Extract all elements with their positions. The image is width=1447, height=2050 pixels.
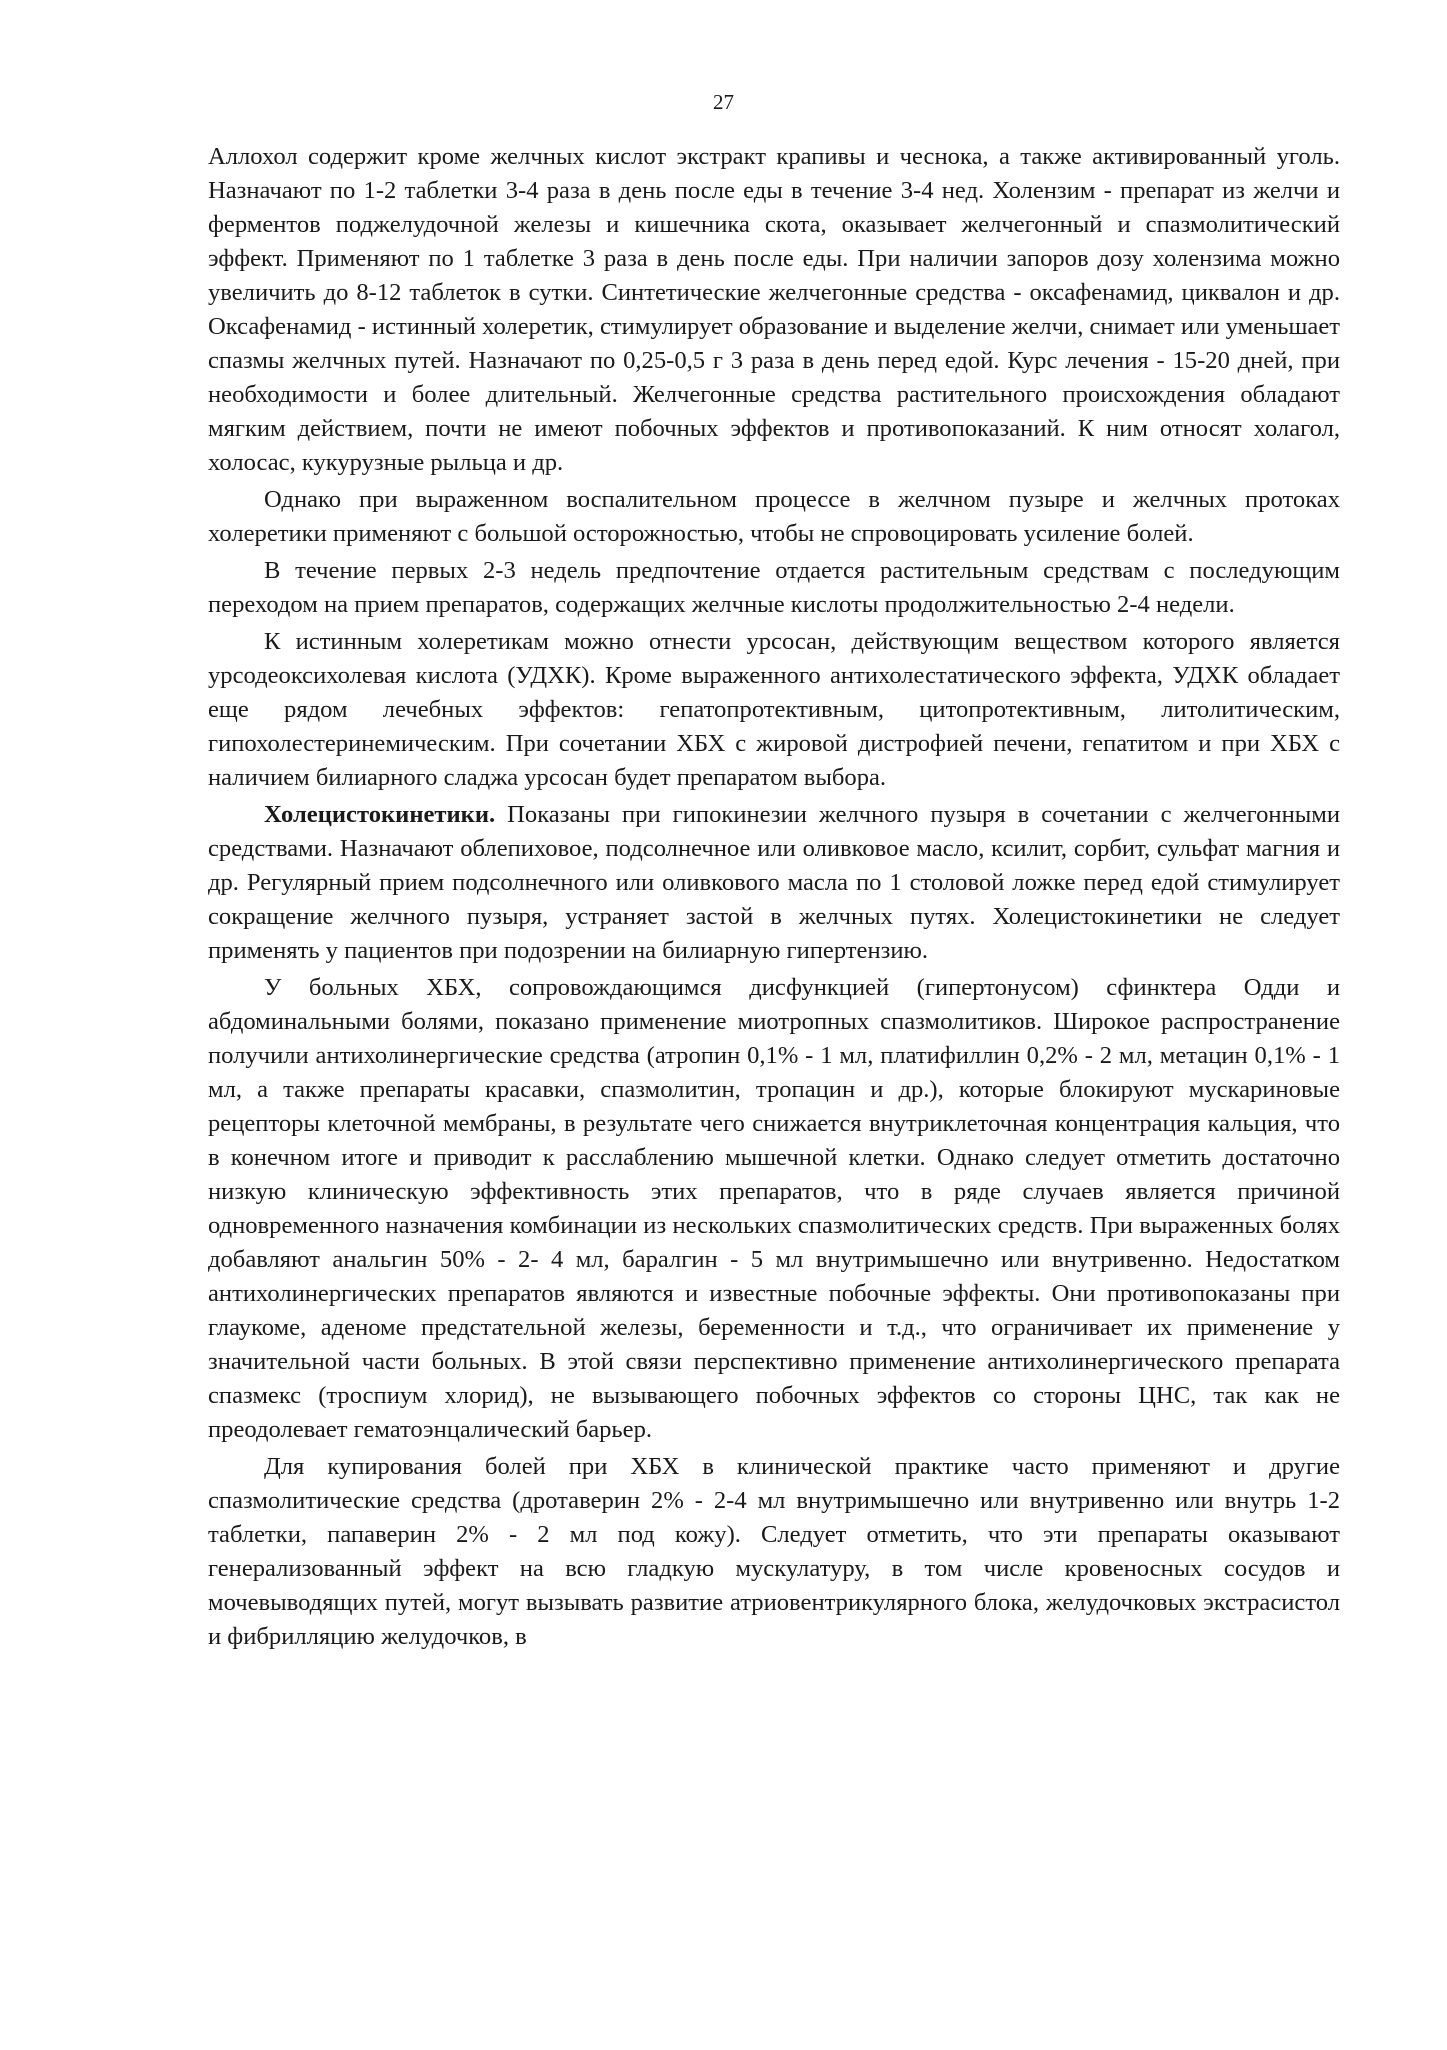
paragraph-7: Для купирования болей при ХБХ в клинической практике часто применяют и другие спазмолитические средства (дротаверин 2% - 2-4 мл внутримышечно или внутривенно или внутрь 1-2 таблетки, папаверин 2% - 2 мл под кожу). Следует отметить, что эти препараты оказывают генерализованный эффект на всю гладкую мускулатуру, в том числе кровеносных сосудов и мочевыводящих путей, могут вызывать развитие атриовентрикулярного блока, желудочковых экстрасистол и фибрилляцию желудочков, в xyxy=(208,1453,1340,1650)
paragraph-1: Аллохол содержит кроме желчных кислот экстракт крапивы и чеснока, а также активированный уголь. Назначают по 1-2 таблетки 3-4 раза в день после еды в течение 3-4 нед. Холензим - препарат из желчи и ферментов поджелудочной железы и кишечника скота, оказывает желчегонный и спазмолитический эффект. Применяют по 1 таблетке 3 раза в день после еды. При наличии запоров дозу холензима можно увеличить до 8-12 таблеток в сутки. Синтетические желчегонные средства - оксафенамид, циквалон и др. Оксафенамид - истинный холеретик, стимулирует образование и выделение желчи, снимает или уменьшает спазмы желчных путей. Назначают по 0,25-0,5 г 3 раза в день перед едой. Курс лечения - 15-20 дней, при необходимости и более длительный. Желчегонные средства растительного происхождения обладают мягким действием, почти не имеют побочных эффектов и противопоказаний. К ним относят холагол, холосас, кукурузные рыльца и др. xyxy=(208,143,1340,476)
paragraph-2: Однако при выраженном воспалительном процессе в желчном пузыре и желчных протоках холеретики применяют с большой осторожностью, чтобы не спровоцировать усиление болей. xyxy=(208,486,1340,547)
paragraph-5 xyxy=(208,798,1340,968)
page-number: 27 xyxy=(713,90,734,114)
text-body xyxy=(208,140,1340,1654)
paragraph-3: В течение первых 2-3 недель предпочтение отдается растительным средствам с последующим переходом на прием препаратов, содержащих желчные кислоты продолжительностью 2-4 недели. xyxy=(208,557,1340,618)
paragraph-6: У больных ХБХ, сопровождающимся дисфункцией (гипертонусом) сфинктера Одди и абдоминальными болями, показано применение миотропных спазмолитиков. Широкое распространение получили антихолинергические средства (атропин 0,1% - 1 мл, платифиллин 0,2% - 2 мл, метацин 0,1% - 1 мл, а также препараты красавки, спазмолитин, тропацин и др.), которые блокируют мускариновые рецепторы клеточной мембраны, в результате чего снижается внутриклеточная концентрация кальция, что в конечном итоге и приводит к расслаблению мышечной клетки. Однако следует отметить достаточно низкую клиническую эффективность этих препаратов, что в ряде случаев является причиной одновременного назначения комбинации из нескольких спазмолитических средств. При выраженных болях добавляют анальгин 50% - 2- 4 мл, баралгин - 5 мл внутримышечно или внутривенно. Недостатком антихолинергических препаратов являются и известные побочные эффекты. Они противопоказаны при глаукоме, аденоме предстательной железы, беременности и т.д., что ограничивает их применение у значительной части больных. В этой связи перспективно применение антихолинергического препарата спазмекс (троспиум хлорид), не вызывающего побочных эффектов со стороны ЦНС, так как не преодолевает гематоэнцалический барьер. xyxy=(208,974,1340,1443)
paragraph-5-body: Показаны при гипокинезии желчного пузыря в сочетании с желчегонными средствами. Назначают облепиховое, подсолнечное или оливковое масло, ксилит, сорбит, сульфат магния и др. Регулярный прием подсолнечного или оливкового масла по 1 столовой ложке перед едой стимулирует сокращение желчного пузыря, устраняет застой в желчных путях. Холецистокинетики не следует применять у пациентов при подозрении на билиарную гипертензию. xyxy=(208,801,1340,964)
section-term-cholecystokinetics: Холецистокинетики. xyxy=(264,801,496,828)
paragraph-4: К истинным холеретикам можно отнести урсосан, действующим веществом которого является урсодеоксихолевая кислота (УДХК). Кроме выраженного антихолестатического эффекта, УДХК обладает еще рядом лечебных эффектов: гепатопротективным, цитопротективным, литолитическим, гипохолестеринемическим. При сочетании ХБХ с жировой дистрофией печени, гепатитом и при ХБХ с наличием билиарного сладжа урсосан будет препаратом выбора. xyxy=(208,628,1340,791)
